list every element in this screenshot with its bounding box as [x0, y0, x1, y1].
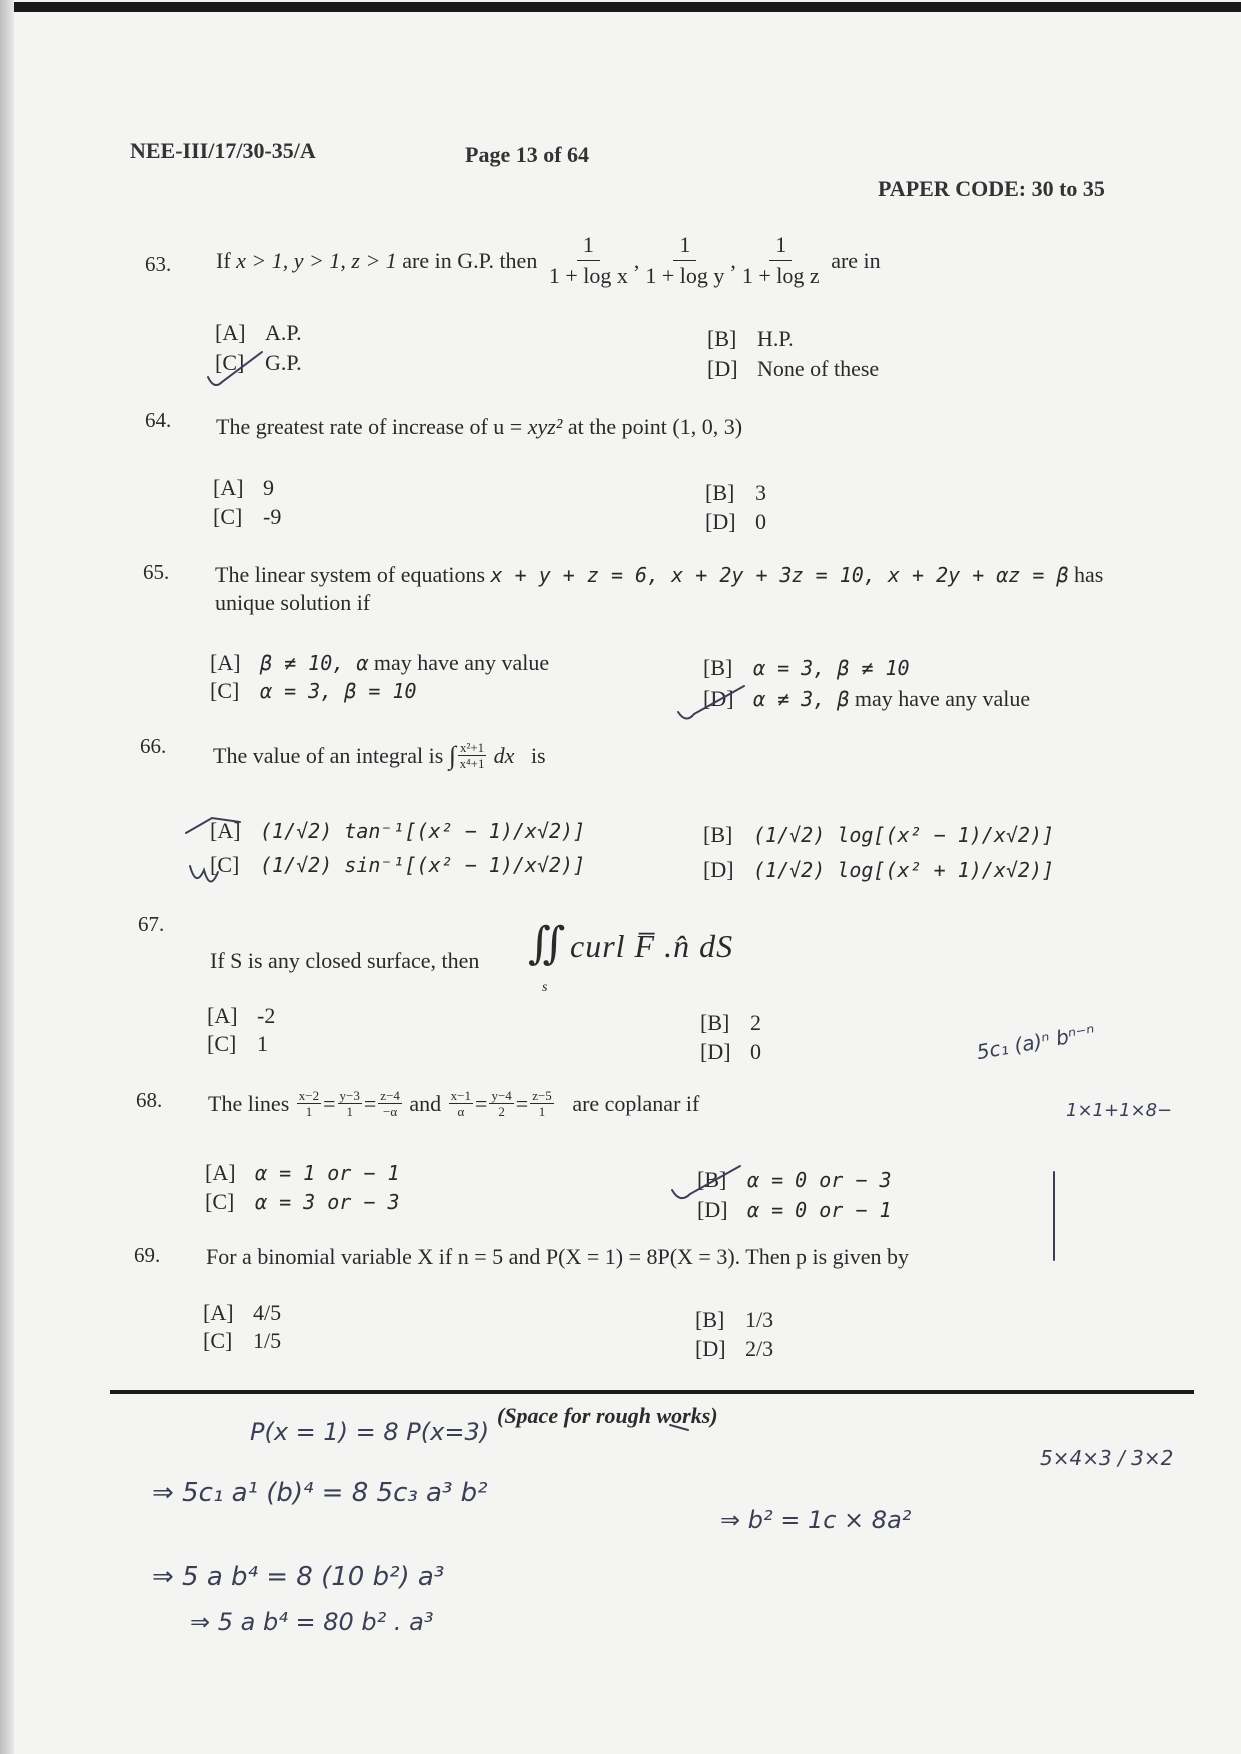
q69-option-a: [A] 4/5: [203, 1300, 282, 1325]
q67-option-c: [C] 1: [207, 1031, 268, 1056]
q63-option-a: [A] A.P.: [215, 320, 302, 345]
handwriting-line-4: ⇒ 5 a b⁴ = 8 (10 b²) a³: [152, 1562, 445, 1592]
q68-option-b: [B] α = 0 or − 3: [697, 1167, 892, 1192]
q65-option-a: [A] β ≠ 10, α may have any value: [210, 650, 550, 675]
q66-option-d: [D] (1/√2) log[(x² + 1)/x√2)]: [703, 857, 1055, 882]
q67-option-d: [D] 0: [700, 1039, 761, 1064]
q63-frac-y: $\frac{1}{\text{1 + log y}}$: [645, 232, 725, 288]
q64-option-d: [D] 0: [705, 509, 766, 534]
q66-integrand: $\frac{\text{x²+1}}{\text{x⁴+1}}$: [459, 740, 485, 771]
q63-mid: are in G.P. then: [402, 247, 538, 273]
handwriting-side-determinant: 1×1+1×8−: [1066, 1100, 1173, 1121]
question-65-text-line2: unique solution if: [215, 590, 371, 615]
question-number-64: 64.: [145, 408, 172, 432]
question-67-text: If S is any closed surface, then: [210, 948, 480, 973]
question-number-67: 67.: [138, 912, 165, 936]
q67-option-b: [B] 2: [700, 1010, 761, 1035]
q63-prefix: If: [216, 247, 231, 273]
question-65-text: The linear system of equations x + y + z = 6, x + 2y + 3z = 10, x + 2y + αz = β has: [215, 562, 1104, 587]
q67-option-a: [A] -2: [207, 1003, 276, 1028]
handwriting-line-5: ⇒ 5 a b⁴ = 80 b² . a³: [190, 1608, 434, 1636]
q64-option-b: [B] 3: [705, 480, 766, 505]
q65-option-d: [D] α ≠ 3, β may have any value: [703, 686, 1031, 711]
q63-condition: x > 1, y > 1, z > 1: [236, 247, 397, 273]
q66-option-a: [A] (1/√2) tan⁻¹[(x² − 1)/x√2)]: [210, 818, 586, 843]
question-63-text: If x > 1, y > 1, z > 1 are in G.P. then $\frac{1}{\text{1 + log x}}$ , $\frac{1}{\text{1 + log y}}$ , $\frac{1}{\text{1 + log z}}$ are in: [216, 232, 881, 288]
q64-option-a: [A] 9: [213, 475, 274, 500]
q64-option-c: [C] -9: [213, 504, 282, 529]
q67-double-integral: ∬: [528, 919, 566, 968]
q63-option-c: [C] G.P.: [215, 350, 302, 375]
question-number-65: 65.: [143, 560, 170, 584]
question-number-66: 66.: [140, 734, 167, 758]
doc-code: NEE-III/17/30-35/A: [130, 138, 316, 163]
q67-integral-sub: s: [542, 980, 548, 995]
question-68-text: The lines $\frac{x-2}{1}$ = $\frac{y-3}{1}$ = $\frac{z-4}{-\alpha}$ and $\frac{x-1}{\alpha}$ = $\frac{y-4}{2}$ = $\frac{z-5}{1}$ are coplanar if: [208, 1088, 700, 1119]
handwriting-line-1: P(x = 1) = 8 P(x=3): [250, 1418, 490, 1446]
q65-option-b: [B] α = 3, β ≠ 10: [703, 655, 910, 680]
q63-option-b: [B] H.P.: [707, 326, 794, 351]
q67-expression: curl F̅ .n̂ dS: [570, 928, 734, 964]
q69-option-b: [B] 1/3: [695, 1307, 774, 1332]
q68-option-d: [D] α = 0 or − 1: [697, 1197, 892, 1222]
page-number: Page 13 of 64: [465, 142, 590, 167]
q69-option-d: [D] 2/3: [695, 1336, 774, 1361]
q63-suffix: are in: [831, 247, 881, 273]
q68-option-c: [C] α = 3 or − 3: [205, 1189, 400, 1214]
handwriting-side-binomial: 5c₁ (a)ⁿ bⁿ⁻ⁿ: [974, 1019, 1097, 1065]
q63-frac-x: $\frac{1}{\text{1 + log x}}$: [548, 232, 628, 288]
question-number-69: 69.: [134, 1243, 161, 1267]
q68-option-a: [A] α = 1 or − 1: [205, 1160, 400, 1185]
question-66-text: The value of an integral is ∫ $\frac{\text{x²+1}}{\text{x⁴+1}}$ dx is: [213, 740, 546, 771]
rough-work-label: (Space for rough works): [497, 1403, 718, 1428]
q66-option-c: [C] (1/√2) sin⁻¹[(x² − 1)/x√2)]: [210, 852, 586, 877]
q66-option-b: [B] (1/√2) log[(x² − 1)/x√2)]: [703, 822, 1055, 847]
paper-code: PAPER CODE: 30 to 35: [878, 176, 1105, 201]
question-69-text: For a binomial variable X if n = 5 and P(X = 1) = 8P(X = 3). Then p is given by: [206, 1244, 910, 1269]
q65-option-c: [C] α = 3, β = 10: [210, 678, 417, 703]
q63-frac-z: $\frac{1}{\text{1 + log z}}$: [741, 232, 820, 288]
handwriting-line-2: ⇒ 5c₁ a¹ (b)⁴ = 8 5c₃ a³ b²: [152, 1478, 488, 1508]
question-number-68: 68.: [136, 1088, 163, 1112]
question-number-63: 63.: [145, 252, 172, 276]
handwriting-corner-calc: 5×4×3 / 3×2: [1040, 1446, 1174, 1470]
question-64-text: The greatest rate of increase of u = xyz² at the point (1, 0, 3): [216, 414, 743, 439]
q63-option-d: [D] None of these: [707, 356, 880, 381]
handwriting-line-3: ⇒ b² = 1c × 8a²: [720, 1506, 912, 1534]
q69-option-c: [C] 1/5: [203, 1328, 282, 1353]
